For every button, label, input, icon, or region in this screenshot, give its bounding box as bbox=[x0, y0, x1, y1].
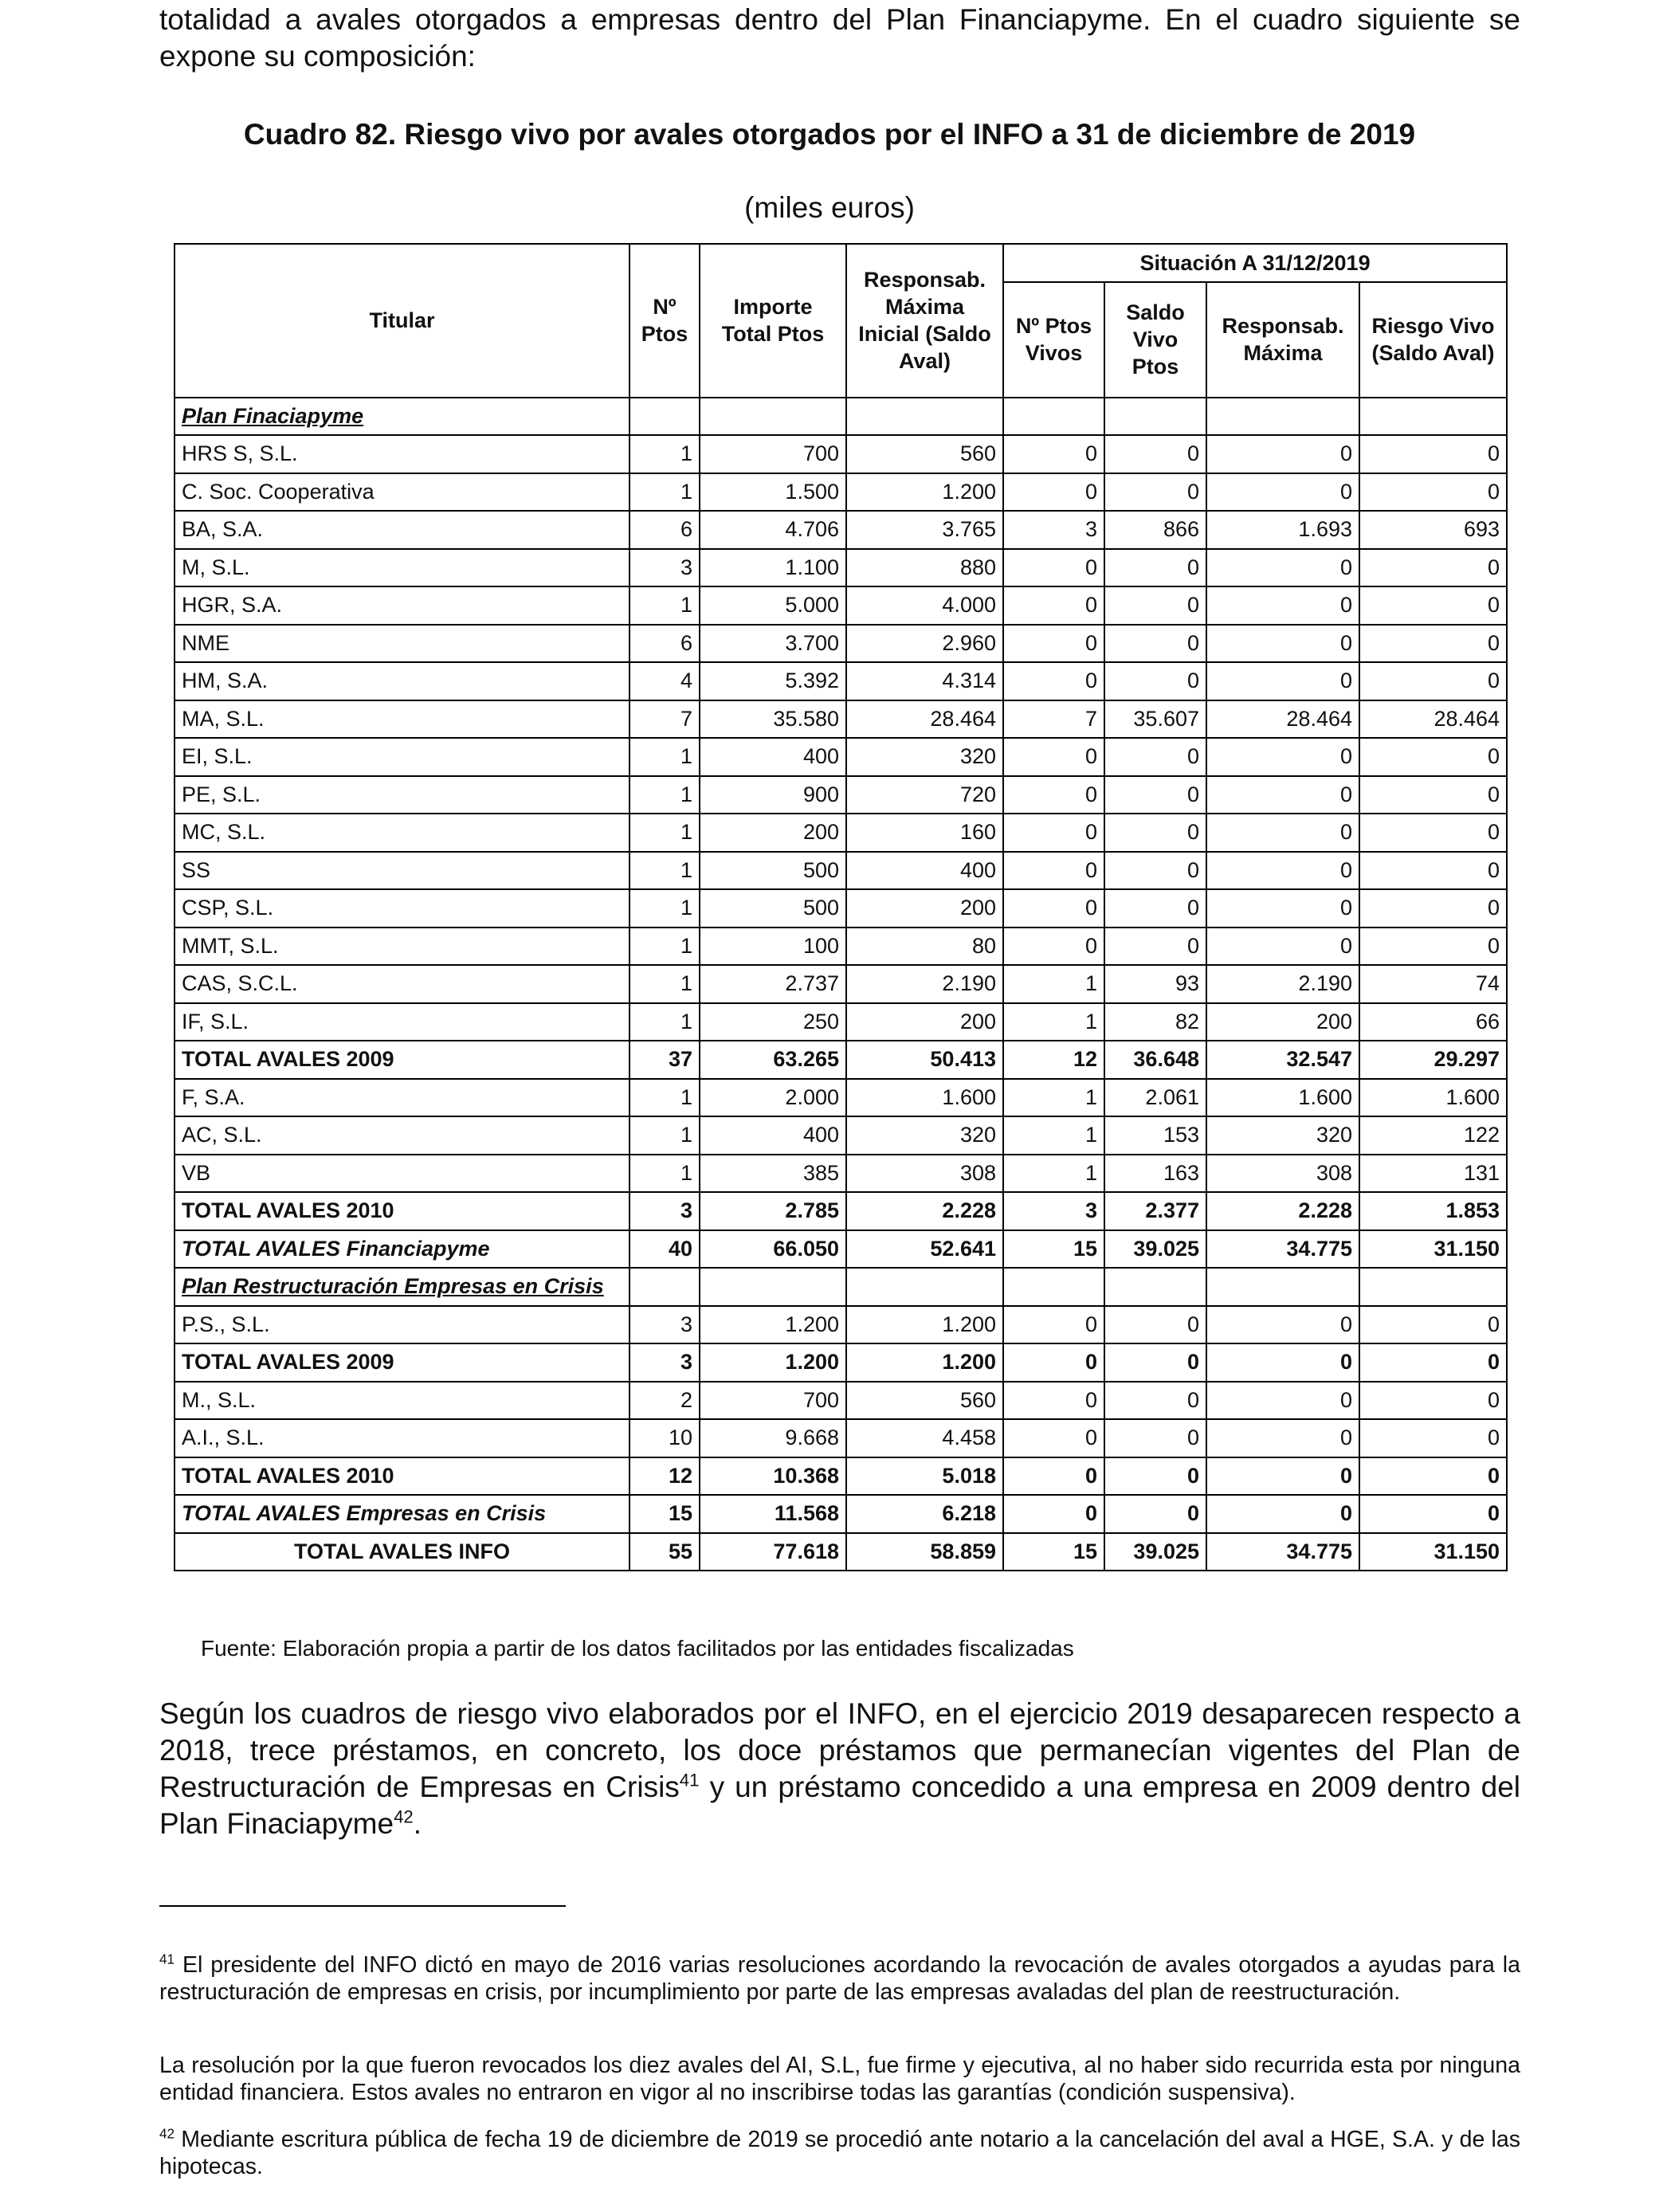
value-cell: 31.150 bbox=[1359, 1230, 1507, 1269]
value-cell: 1 bbox=[629, 586, 700, 625]
value-cell: 122 bbox=[1359, 1116, 1507, 1155]
section-header-row bbox=[175, 1268, 1507, 1306]
value-cell: 0 bbox=[1104, 1457, 1206, 1496]
table-row bbox=[175, 776, 1507, 814]
value-cell: 0 bbox=[1003, 852, 1104, 890]
footnote-ref-41[interactable]: 41 bbox=[679, 1770, 700, 1790]
footnote-divider bbox=[159, 1905, 566, 1907]
value-cell: 0 bbox=[1003, 1343, 1104, 1382]
value-cell: 1 bbox=[629, 1003, 700, 1041]
value-cell: 0 bbox=[1359, 776, 1507, 814]
value-cell: 39.025 bbox=[1104, 1533, 1206, 1571]
value-cell: 77.618 bbox=[700, 1533, 846, 1571]
value-cell: 1.600 bbox=[1206, 1079, 1359, 1117]
titular-cell: M, S.L. bbox=[175, 549, 629, 587]
value-cell: 720 bbox=[846, 776, 1003, 814]
table-title: Cuadro 82. Riesgo vivo por avales otorgados por el INFO a 31 de diciembre de 2019 bbox=[243, 118, 1416, 151]
value-cell: 0 bbox=[1206, 852, 1359, 890]
table-row bbox=[175, 965, 1507, 1003]
value-cell: 1 bbox=[629, 889, 700, 928]
value-cell: 9.668 bbox=[700, 1419, 846, 1457]
header-importe: Importe Total Ptos bbox=[700, 244, 846, 398]
value-cell: 400 bbox=[700, 1116, 846, 1155]
value-cell: 10.368 bbox=[700, 1457, 846, 1496]
value-cell: 3 bbox=[629, 549, 700, 587]
value-cell: 1 bbox=[629, 776, 700, 814]
value-cell: 1.100 bbox=[700, 549, 846, 587]
value-cell: 560 bbox=[846, 435, 1003, 473]
value-cell: 0 bbox=[1003, 1419, 1104, 1457]
value-cell: 0 bbox=[1206, 625, 1359, 663]
table-total-row bbox=[175, 1343, 1507, 1382]
value-cell: 3.765 bbox=[846, 511, 1003, 549]
value-cell: 0 bbox=[1003, 1306, 1104, 1344]
value-cell: 0 bbox=[1359, 1306, 1507, 1344]
value-cell: 1 bbox=[1003, 965, 1104, 1003]
titular-cell: EI, S.L. bbox=[175, 738, 629, 776]
table-row bbox=[175, 1419, 1507, 1457]
value-cell: 500 bbox=[700, 889, 846, 928]
value-cell: 308 bbox=[1206, 1155, 1359, 1193]
table-row bbox=[175, 625, 1507, 663]
value-cell: 131 bbox=[1359, 1155, 1507, 1193]
value-cell: 200 bbox=[700, 814, 846, 852]
value-cell: 80 bbox=[846, 928, 1003, 966]
header-n-ptos: Nº Ptos bbox=[629, 244, 700, 398]
value-cell: 0 bbox=[1206, 738, 1359, 776]
value-cell: 1 bbox=[629, 435, 700, 473]
value-cell: 0 bbox=[1359, 473, 1507, 512]
table-row bbox=[175, 738, 1507, 776]
value-cell: 0 bbox=[1003, 1382, 1104, 1420]
titular-cell: HGR, S.A. bbox=[175, 586, 629, 625]
value-cell: 0 bbox=[1003, 625, 1104, 663]
value-cell: 2.960 bbox=[846, 625, 1003, 663]
value-cell: 0 bbox=[1003, 776, 1104, 814]
value-cell: 3 bbox=[1003, 511, 1104, 549]
value-cell: 0 bbox=[1206, 662, 1359, 700]
value-cell: 35.607 bbox=[1104, 700, 1206, 739]
value-cell: 1 bbox=[629, 1116, 700, 1155]
value-cell: 0 bbox=[1003, 889, 1104, 928]
value-cell: 0 bbox=[1206, 928, 1359, 966]
value-cell: 66.050 bbox=[700, 1230, 846, 1269]
value-cell: 1.200 bbox=[700, 1343, 846, 1382]
value-cell: 11.568 bbox=[700, 1495, 846, 1533]
value-cell: 1.200 bbox=[846, 1343, 1003, 1382]
value-cell: 0 bbox=[1359, 738, 1507, 776]
section-header-row bbox=[175, 398, 1507, 436]
table-row bbox=[175, 814, 1507, 852]
value-cell: 0 bbox=[1206, 1343, 1359, 1382]
footnote-42 bbox=[159, 2126, 1520, 2180]
value-cell: 0 bbox=[1359, 435, 1507, 473]
value-cell: 4 bbox=[629, 662, 700, 700]
value-cell: 385 bbox=[700, 1155, 846, 1193]
table-row bbox=[175, 435, 1507, 473]
value-cell: 66 bbox=[1359, 1003, 1507, 1041]
value-cell: 160 bbox=[846, 814, 1003, 852]
value-cell: 0 bbox=[1104, 1306, 1206, 1344]
value-cell: 0 bbox=[1104, 586, 1206, 625]
value-cell: 2.377 bbox=[1104, 1192, 1206, 1230]
footnote-number-41: 41 bbox=[159, 1951, 175, 1967]
titular-cell: MC, S.L. bbox=[175, 814, 629, 852]
value-cell: 0 bbox=[1206, 549, 1359, 587]
value-cell: 1 bbox=[1003, 1155, 1104, 1193]
titular-cell: CSP, S.L. bbox=[175, 889, 629, 928]
value-cell: 0 bbox=[1206, 1419, 1359, 1457]
value-cell: 3 bbox=[629, 1306, 700, 1344]
titular-cell: HRS S, S.L. bbox=[175, 435, 629, 473]
intro-paragraph: totalidad a avales otorgados a empresas dentro del Plan Financiapyme. En el cuadro siguiente se expone su composición: bbox=[159, 3, 1520, 73]
value-cell: 15 bbox=[1003, 1230, 1104, 1269]
header-riesgo-vivo: Riesgo Vivo (Saldo Aval) bbox=[1359, 282, 1507, 398]
value-cell: 0 bbox=[1104, 889, 1206, 928]
value-cell: 0 bbox=[1104, 549, 1206, 587]
value-cell: 52.641 bbox=[846, 1230, 1003, 1269]
value-cell: 58.859 bbox=[846, 1533, 1003, 1571]
titular-cell: TOTAL AVALES 2009 bbox=[175, 1041, 629, 1079]
value-cell: 0 bbox=[1206, 889, 1359, 928]
value-cell: 5.000 bbox=[700, 586, 846, 625]
value-cell: 880 bbox=[846, 549, 1003, 587]
section-title: Plan Finaciapyme bbox=[175, 398, 629, 436]
table-total-row bbox=[175, 1230, 1507, 1269]
titular-cell: F, S.A. bbox=[175, 1079, 629, 1117]
value-cell: 163 bbox=[1104, 1155, 1206, 1193]
value-cell: 0 bbox=[1003, 435, 1104, 473]
value-cell: 500 bbox=[700, 852, 846, 890]
value-cell: 900 bbox=[700, 776, 846, 814]
value-cell: 200 bbox=[1206, 1003, 1359, 1041]
table-total-row bbox=[175, 1457, 1507, 1496]
header-responsab-maxima: Responsab. Máxima bbox=[1206, 282, 1359, 398]
value-cell: 1 bbox=[629, 928, 700, 966]
titular-cell: NME bbox=[175, 625, 629, 663]
value-cell: 0 bbox=[1206, 814, 1359, 852]
value-cell: 7 bbox=[629, 700, 700, 739]
footnote-number-42: 42 bbox=[159, 2126, 175, 2142]
value-cell: 6 bbox=[629, 511, 700, 549]
value-cell: 4.706 bbox=[700, 511, 846, 549]
value-cell: 0 bbox=[1104, 662, 1206, 700]
table-total-row bbox=[175, 1533, 1507, 1571]
titular-cell: CAS, S.C.L. bbox=[175, 965, 629, 1003]
value-cell: 6 bbox=[629, 625, 700, 663]
value-cell: 0 bbox=[1359, 814, 1507, 852]
value-cell: 0 bbox=[1206, 586, 1359, 625]
value-cell: 1 bbox=[629, 738, 700, 776]
value-cell: 1.200 bbox=[846, 473, 1003, 512]
value-cell: 6.218 bbox=[846, 1495, 1003, 1533]
table-row bbox=[175, 1306, 1507, 1344]
table-total-row bbox=[175, 1495, 1507, 1533]
value-cell: 4.458 bbox=[846, 1419, 1003, 1457]
titular-cell: TOTAL AVALES INFO bbox=[175, 1533, 629, 1571]
titular-cell: M., S.L. bbox=[175, 1382, 629, 1420]
value-cell: 1.500 bbox=[700, 473, 846, 512]
table-total-row bbox=[175, 1041, 1507, 1079]
risk-table bbox=[174, 243, 1508, 1571]
value-cell: 28.464 bbox=[846, 700, 1003, 739]
footnote-41-text: El presidente del INFO dictó en mayo de 2016 varias resoluciones acordando la revocación de avales otorgados a ayudas para la restructuración de empresas en crisis, por incumplimiento por parte de las empresas avaladas del plan de reestructuración. bbox=[159, 1952, 1520, 2005]
value-cell: 55 bbox=[629, 1533, 700, 1571]
header-n-ptos-vivos: Nº Ptos Vivos bbox=[1003, 282, 1104, 398]
value-cell: 12 bbox=[629, 1457, 700, 1496]
value-cell: 700 bbox=[700, 1382, 846, 1420]
value-cell: 0 bbox=[1359, 549, 1507, 587]
value-cell: 2.190 bbox=[1206, 965, 1359, 1003]
value-cell: 0 bbox=[1003, 1457, 1104, 1496]
value-cell: 866 bbox=[1104, 511, 1206, 549]
value-cell: 31.150 bbox=[1359, 1533, 1507, 1571]
value-cell: 32.547 bbox=[1206, 1041, 1359, 1079]
value-cell: 0 bbox=[1359, 1382, 1507, 1420]
table-row bbox=[175, 1079, 1507, 1117]
value-cell: 1 bbox=[629, 965, 700, 1003]
paragraph-part1: Según los cuadros de riesgo vivo elaborados por el INFO, en el ejercicio 2019 desaparecen respecto a 2018, trece préstamos, en concreto, los doce préstamos que permanecían vigentes del Plan de Restructuración de Empresas en Crisis bbox=[159, 1697, 1520, 1803]
value-cell: 36.648 bbox=[1104, 1041, 1206, 1079]
value-cell: 0 bbox=[1104, 928, 1206, 966]
value-cell: 0 bbox=[1359, 625, 1507, 663]
footnote-42-text: Mediante escritura pública de fecha 19 de diciembre de 2019 se procedió ante notario a la cancelación del aval a HGE, S.A. y de las hipotecas. bbox=[159, 2127, 1520, 2179]
value-cell: 1 bbox=[629, 814, 700, 852]
value-cell: 0 bbox=[1104, 1495, 1206, 1533]
value-cell: 560 bbox=[846, 1382, 1003, 1420]
header-situacion: Situación A 31/12/2019 bbox=[1003, 244, 1507, 282]
value-cell: 0 bbox=[1359, 928, 1507, 966]
table-header bbox=[175, 244, 1507, 398]
value-cell: 0 bbox=[1003, 1495, 1104, 1533]
value-cell: 2.000 bbox=[700, 1079, 846, 1117]
value-cell: 1 bbox=[629, 852, 700, 890]
table-row bbox=[175, 1382, 1507, 1420]
value-cell: 28.464 bbox=[1206, 700, 1359, 739]
value-cell: 0 bbox=[1206, 776, 1359, 814]
value-cell: 4.314 bbox=[846, 662, 1003, 700]
value-cell: 15 bbox=[629, 1495, 700, 1533]
table-row bbox=[175, 511, 1507, 549]
table-row bbox=[175, 586, 1507, 625]
value-cell: 0 bbox=[1359, 1419, 1507, 1457]
value-cell: 2.737 bbox=[700, 965, 846, 1003]
value-cell: 37 bbox=[629, 1041, 700, 1079]
value-cell: 12 bbox=[1003, 1041, 1104, 1079]
value-cell: 1 bbox=[1003, 1003, 1104, 1041]
titular-cell: HM, S.A. bbox=[175, 662, 629, 700]
titular-cell: TOTAL AVALES 2010 bbox=[175, 1457, 629, 1496]
value-cell: 0 bbox=[1104, 776, 1206, 814]
value-cell: 29.297 bbox=[1359, 1041, 1507, 1079]
titular-cell: TOTAL AVALES Financiapyme bbox=[175, 1230, 629, 1269]
value-cell: 0 bbox=[1206, 1457, 1359, 1496]
value-cell: 34.775 bbox=[1206, 1533, 1359, 1571]
titular-cell: MMT, S.L. bbox=[175, 928, 629, 966]
value-cell: 0 bbox=[1104, 625, 1206, 663]
value-cell: 93 bbox=[1104, 965, 1206, 1003]
value-cell: 0 bbox=[1104, 738, 1206, 776]
value-cell: 320 bbox=[846, 1116, 1003, 1155]
body-paragraph bbox=[159, 1696, 1520, 1842]
titular-cell: TOTAL AVALES 2010 bbox=[175, 1192, 629, 1230]
titular-cell: VB bbox=[175, 1155, 629, 1193]
value-cell: 100 bbox=[700, 928, 846, 966]
value-cell: 0 bbox=[1104, 1382, 1206, 1420]
value-cell: 200 bbox=[846, 889, 1003, 928]
value-cell: 0 bbox=[1003, 662, 1104, 700]
value-cell: 1.600 bbox=[1359, 1079, 1507, 1117]
value-cell: 2.228 bbox=[846, 1192, 1003, 1230]
header-saldo-vivo: Saldo Vivo Ptos bbox=[1104, 282, 1206, 398]
value-cell: 35.580 bbox=[700, 700, 846, 739]
value-cell: 0 bbox=[1003, 814, 1104, 852]
value-cell: 2.061 bbox=[1104, 1079, 1206, 1117]
footnote-ref-42[interactable]: 42 bbox=[394, 1806, 414, 1827]
value-cell: 1.600 bbox=[846, 1079, 1003, 1117]
value-cell: 2.228 bbox=[1206, 1192, 1359, 1230]
titular-cell: A.I., S.L. bbox=[175, 1419, 629, 1457]
table-subtitle: (miles euros) bbox=[744, 191, 915, 224]
value-cell: 28.464 bbox=[1359, 700, 1507, 739]
value-cell: 0 bbox=[1359, 662, 1507, 700]
table-row bbox=[175, 473, 1507, 512]
table-source: Fuente: Elaboración propia a partir de los datos facilitados por las entidades fiscalizadas bbox=[201, 1636, 1074, 1661]
value-cell: 700 bbox=[700, 435, 846, 473]
value-cell: 0 bbox=[1206, 1306, 1359, 1344]
value-cell: 0 bbox=[1206, 473, 1359, 512]
value-cell: 1 bbox=[1003, 1116, 1104, 1155]
titular-cell: TOTAL AVALES Empresas en Crisis bbox=[175, 1495, 629, 1533]
value-cell: 74 bbox=[1359, 965, 1507, 1003]
value-cell: 1.200 bbox=[700, 1306, 846, 1344]
titular-cell: P.S., S.L. bbox=[175, 1306, 629, 1344]
value-cell: 0 bbox=[1359, 1457, 1507, 1496]
value-cell: 40 bbox=[629, 1230, 700, 1269]
value-cell: 0 bbox=[1003, 549, 1104, 587]
table-row bbox=[175, 852, 1507, 890]
value-cell: 0 bbox=[1003, 928, 1104, 966]
table-row bbox=[175, 549, 1507, 587]
value-cell: 3.700 bbox=[700, 625, 846, 663]
header-titular: Titular bbox=[175, 244, 629, 398]
table-total-row bbox=[175, 1192, 1507, 1230]
value-cell: 0 bbox=[1206, 435, 1359, 473]
titular-cell: BA, S.A. bbox=[175, 511, 629, 549]
value-cell: 0 bbox=[1003, 586, 1104, 625]
value-cell: 1 bbox=[629, 1079, 700, 1117]
value-cell: 0 bbox=[1359, 1495, 1507, 1533]
section-title: Plan Restructuración Empresas en Crisis bbox=[175, 1268, 629, 1306]
value-cell: 0 bbox=[1206, 1495, 1359, 1533]
value-cell: 153 bbox=[1104, 1116, 1206, 1155]
table-row bbox=[175, 1116, 1507, 1155]
value-cell: 1 bbox=[629, 1155, 700, 1193]
value-cell: 1 bbox=[1003, 1079, 1104, 1117]
value-cell: 1.853 bbox=[1359, 1192, 1507, 1230]
value-cell: 0 bbox=[1003, 473, 1104, 512]
value-cell: 39.025 bbox=[1104, 1230, 1206, 1269]
value-cell: 0 bbox=[1359, 889, 1507, 928]
value-cell: 82 bbox=[1104, 1003, 1206, 1041]
value-cell: 2.190 bbox=[846, 965, 1003, 1003]
value-cell: 400 bbox=[700, 738, 846, 776]
header-responsab-inicial: Responsab. Máxima Inicial (Saldo Aval) bbox=[846, 244, 1003, 398]
value-cell: 10 bbox=[629, 1419, 700, 1457]
value-cell: 7 bbox=[1003, 700, 1104, 739]
value-cell: 0 bbox=[1104, 435, 1206, 473]
value-cell: 0 bbox=[1104, 814, 1206, 852]
value-cell: 15 bbox=[1003, 1533, 1104, 1571]
value-cell: 250 bbox=[700, 1003, 846, 1041]
value-cell: 50.413 bbox=[846, 1041, 1003, 1079]
table-body bbox=[175, 398, 1507, 1571]
value-cell: 0 bbox=[1104, 473, 1206, 512]
value-cell: 320 bbox=[1206, 1116, 1359, 1155]
value-cell: 0 bbox=[1104, 1419, 1206, 1457]
titular-cell: PE, S.L. bbox=[175, 776, 629, 814]
value-cell: 0 bbox=[1104, 1343, 1206, 1382]
value-cell: 0 bbox=[1104, 852, 1206, 890]
table-row bbox=[175, 928, 1507, 966]
table-row bbox=[175, 1155, 1507, 1193]
value-cell: 1.200 bbox=[846, 1306, 1003, 1344]
value-cell: 400 bbox=[846, 852, 1003, 890]
value-cell: 63.265 bbox=[700, 1041, 846, 1079]
table-row bbox=[175, 889, 1507, 928]
titular-cell: SS bbox=[175, 852, 629, 890]
value-cell: 1 bbox=[629, 473, 700, 512]
value-cell: 3 bbox=[629, 1192, 700, 1230]
titular-cell: AC, S.L. bbox=[175, 1116, 629, 1155]
titular-cell: TOTAL AVALES 2009 bbox=[175, 1343, 629, 1382]
value-cell: 5.018 bbox=[846, 1457, 1003, 1496]
value-cell: 320 bbox=[846, 738, 1003, 776]
value-cell: 0 bbox=[1359, 1343, 1507, 1382]
value-cell: 3 bbox=[1003, 1192, 1104, 1230]
value-cell: 308 bbox=[846, 1155, 1003, 1193]
table-row bbox=[175, 662, 1507, 700]
value-cell: 4.000 bbox=[846, 586, 1003, 625]
table-row bbox=[175, 700, 1507, 739]
paragraph-part2: y un préstamo concedido a una empresa en 2009 dentro del Plan Finaciapyme bbox=[159, 1771, 1520, 1840]
value-cell: 693 bbox=[1359, 511, 1507, 549]
value-cell: 5.392 bbox=[700, 662, 846, 700]
value-cell: 200 bbox=[846, 1003, 1003, 1041]
value-cell: 0 bbox=[1359, 852, 1507, 890]
value-cell: 0 bbox=[1359, 586, 1507, 625]
paragraph-part3: . bbox=[413, 1807, 422, 1840]
table-row bbox=[175, 1003, 1507, 1041]
value-cell: 2.785 bbox=[700, 1192, 846, 1230]
titular-cell: C. Soc. Cooperativa bbox=[175, 473, 629, 512]
value-cell: 34.775 bbox=[1206, 1230, 1359, 1269]
footnote-41 bbox=[159, 1951, 1520, 2006]
titular-cell: MA, S.L. bbox=[175, 700, 629, 739]
value-cell: 3 bbox=[629, 1343, 700, 1382]
titular-cell: IF, S.L. bbox=[175, 1003, 629, 1041]
value-cell: 0 bbox=[1206, 1382, 1359, 1420]
value-cell: 1.693 bbox=[1206, 511, 1359, 549]
value-cell: 0 bbox=[1003, 738, 1104, 776]
value-cell: 2 bbox=[629, 1382, 700, 1420]
footnote-41-extra: La resolución por la que fueron revocados los diez avales del AI, S.L, fue firme y ejecutiva, al no haber sido recurrida esta por ninguna entidad financiera. Estos avales no entraron en vigor al no inscribirse todas las garantías (condición suspensiva). bbox=[159, 2053, 1520, 2105]
